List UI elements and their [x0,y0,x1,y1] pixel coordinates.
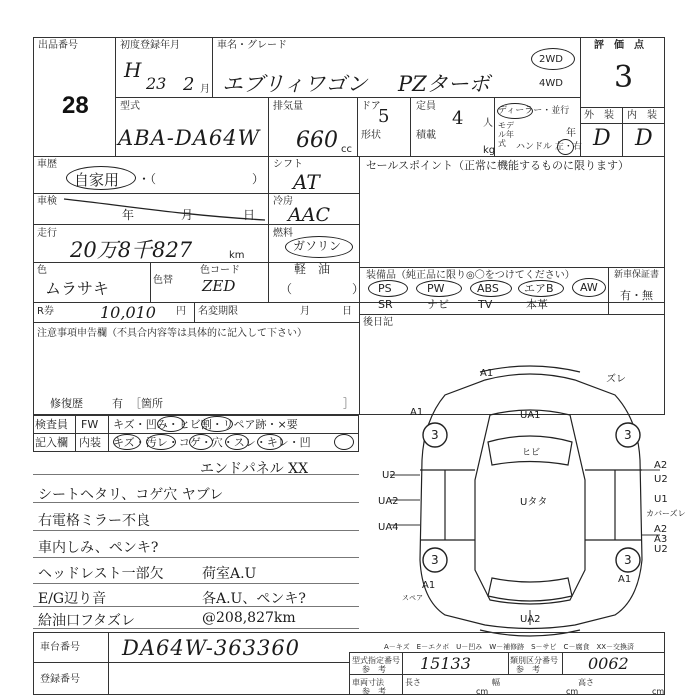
grid-line [359,267,665,268]
grid-line [622,107,623,156]
ac-label: 冷房 [273,196,293,207]
class-num-sub: 参 考 [516,665,540,674]
mark-ua4-left: UA4 [378,522,399,533]
grid-line [33,156,665,157]
mark-hibi: ヒビ [522,448,541,458]
model-value: ABA-DA64W [118,126,261,150]
handle-right-circle [557,139,574,155]
capacity-label: 定員 [416,101,436,112]
fuel-label: 燃料 [273,228,293,239]
equip-abs: ABS [477,282,499,295]
notes-label: 注意事項申告欄（不具合内容等は具体的に記入して下さい） [37,328,307,339]
shaken-label: 車検 [37,196,57,207]
grid-line [108,415,109,452]
length-cm: cm [476,687,489,696]
notes-line [33,530,359,531]
mark-3-front-right: 3 [624,428,632,442]
fuel-paren: （ ） [280,282,365,296]
int-mark [113,434,141,450]
grid-line [402,652,403,695]
note-right-3: @208,827km [202,610,296,626]
mark-u2-right: U2 [654,474,668,485]
note-line-2: シートヘタリ、コゲ穴 ヤブレ [38,487,224,503]
note-line-5: ヘッドレスト一部欠 [38,566,164,582]
r-ticket-label: R券 [37,306,54,317]
mark-u1-right: U1 [654,494,668,505]
year-unit: 年 [566,128,576,139]
warranty-label: 新車保証書 [614,270,660,280]
color-change-label: 色替 [153,275,173,286]
shaken-month: 月 [181,208,194,222]
dims-label: 車両寸法 [352,678,384,687]
width-label: 幅 [492,678,500,687]
warranty-value: 有・無 [620,289,653,302]
grid-line [75,415,76,452]
grid-line [212,37,213,97]
notes-line [33,583,359,584]
chassis-label: 車台番号 [40,642,80,653]
repair-place: ［箇所 [130,397,163,410]
mark-3-front-left: 3 [431,428,439,442]
shaken-strikeout [60,195,270,225]
mark-a3-right: A3 [654,534,668,545]
color-code-label: 色コード [200,265,240,276]
type-num-sub: 参 考 [362,665,386,674]
month-unit: 月 [200,84,210,95]
color-code-value: ZED [202,277,236,295]
color-value: ムラサキ [45,279,110,298]
doors-label: ドア [361,101,381,112]
equip-tv: TV [478,298,493,311]
model-year-label: モデル年式 [498,121,514,148]
equip-airbag: エアB [524,282,554,295]
grade-label: 評 価 点 [594,40,644,51]
capacity-unit: 人 [483,118,493,129]
repair-label: 修復歴 [50,397,83,410]
drive-4wd: 4WD [539,78,563,89]
width-cm: cm [566,687,579,696]
repair-value: 有 [112,397,123,410]
rear-notes-label: 後日記 [363,317,393,328]
note-right-1: 荷室A.U [202,566,257,582]
capacity-value: 4 [452,108,464,129]
doors-value: 5 [378,106,390,127]
grid-line [562,652,563,674]
name-change-day: 日 [342,306,352,317]
mark-u-tata: Uタタ [520,497,548,508]
history-value: 自家用 [74,171,120,189]
equip-label: 装備品（純正品に限り◎〇をつけてください） [366,270,575,281]
mark-ua2-bottom: UA2 [520,614,541,625]
mark-u2-right-2: U2 [654,544,668,555]
entry-label: 記入欄 [35,436,68,449]
fw-mark [201,416,233,432]
repair-close: ］ [343,397,354,410]
mark-zure: ズレ [606,374,626,385]
fw-items: キズ・凹み・ヒビ割・リペア跡・×要 [113,418,298,431]
fw-mark [157,416,185,432]
displacement-label: 排気量 [273,101,303,112]
grid-line [349,652,665,653]
class-num-value: 0062 [588,654,629,673]
mark-a1-top: A1 [480,368,494,379]
fuel-gasoline: ガソリン [293,239,342,253]
fw-label: FW [81,418,99,431]
exterior-value: D [593,126,611,151]
notes-line [33,557,359,558]
grid-line [33,322,359,323]
r-ticket-value: 10,010 [100,303,156,322]
kg-unit: kg [483,145,496,156]
drive-2wd: 2WD [539,54,563,65]
grid-line [410,97,411,156]
mark-a2-right: A2 [654,460,668,471]
shaken-day: 日 [243,208,256,222]
sales-label: セールスポイント（正常に機能するものに限ります） [366,159,630,172]
notes-line [33,474,359,475]
shaken-year: 年 [122,208,135,222]
grid-line [115,37,116,156]
color-label: 色 [37,265,47,276]
inspector-label: 検査員 [35,418,68,431]
mileage-unit: km [229,250,245,261]
mark-a1-bottom-left: A1 [422,580,436,591]
yen-unit: 円 [176,306,186,317]
type-num-label: 型式指定番号 [352,656,400,665]
mileage-label: 走行 [37,228,57,239]
history-dots: ・（ ） [138,172,265,186]
mileage-value: 20万8千827 [70,238,193,262]
exterior-label: 外 装 [584,110,614,121]
int-mark [225,434,249,450]
displacement-value: 660 [296,128,338,153]
note-right-2: 各A.U、ペンキ? [202,591,306,607]
height-cm: cm [652,687,665,696]
interior-row-label: 内装 [79,436,101,449]
mark-a2-right-2: A2 [654,524,668,535]
history-label: 車歴 [37,159,57,170]
handle-label: ハンドル 左・右 [516,142,582,152]
equip-pw: PW [427,282,445,295]
int-mark [189,434,213,450]
note-line-4: 車内しみ、ペンキ? [38,540,159,556]
car-name-label: 車名・グレード [217,40,287,51]
ac-value: AAC [288,204,330,226]
equip-sr: SR [378,298,393,311]
interior-items: キズ・汚レ・コゲ・穴・スレ・キレ・凹 [113,436,311,449]
int-mark [334,434,354,450]
load-label: 積載 [416,130,436,141]
length-label: 長さ [405,678,421,687]
grid-line [357,97,358,156]
equip-leather: 本革 [526,298,548,311]
grid-line [108,632,109,695]
fuel-diesel: 軽 油 [294,262,331,276]
dealer-parallel: ディーラー・並行 [498,106,570,116]
shape-label: 形状 [361,130,381,141]
grid-line [33,662,349,663]
first-reg-year: 23 [146,74,167,93]
car-name: エブリィワゴン [222,72,368,96]
grid-line [359,314,665,315]
int-mark [257,434,283,450]
grid-line [508,652,509,674]
mark-a1-left: A1 [410,407,424,418]
mark-cover-zure: カバーズレ [646,509,686,518]
chassis-value: DA64W-363360 [122,636,301,660]
mark-ua1: UA1 [520,410,541,421]
mark-u2-left: U2 [382,470,396,481]
note-line-3: 右電格ミラー不良 [38,513,150,529]
height-label: 高さ [578,678,594,687]
grid-line [349,674,665,675]
damage-legend: A－キズ E－エクボ U－凹み W－補修跡 S－サビ C－腐食 XX－交換済 [384,643,635,651]
note-line-6: E/G辺り音 [38,591,107,607]
cc-unit: cc [341,144,352,155]
grid-line [150,262,151,302]
grade-value: 3 [614,60,634,95]
grid-line [580,37,581,156]
first-reg-label: 初度登録年月 [120,40,180,51]
mark-ua2-left: UA2 [378,496,399,507]
mark-3-rear-left: 3 [431,553,439,567]
reg-label: 登録番号 [40,674,80,685]
name-change-label: 名変期限 [198,306,238,317]
shift-value: AT [293,170,320,194]
name-change-month: 月 [300,306,310,317]
interior-value: D [635,126,653,151]
grid-line [608,267,609,314]
shift-label: シフト [273,159,303,170]
note-line-7: 給油口フタズレ [38,613,136,629]
grid-line [194,302,195,322]
int-mark [146,434,176,450]
mark-3-rear-right: 3 [624,553,632,567]
car-grade: PZターボ [398,72,490,96]
lot-label: 出品番号 [38,40,78,51]
model-label: 型式 [120,101,140,112]
note-line-1: エンドパネル XX [200,461,309,477]
dims-sub: 参 考 [362,687,386,696]
first-reg-month: 2 [183,74,195,95]
interior-label: 内 装 [627,110,657,121]
equip-navi: ナビ [427,298,449,311]
equip-aw: AW [580,281,598,294]
equip-ps: PS [378,282,392,295]
lot-number: 28 [62,92,89,119]
car-diagram [378,360,686,640]
type-num-value: 15133 [420,654,471,673]
first-reg-era: H [124,58,142,82]
mark-a1-bottom-right: A1 [618,574,632,585]
mark-spare: スペア [402,594,423,602]
class-num-label: 類別区分番号 [510,656,558,665]
